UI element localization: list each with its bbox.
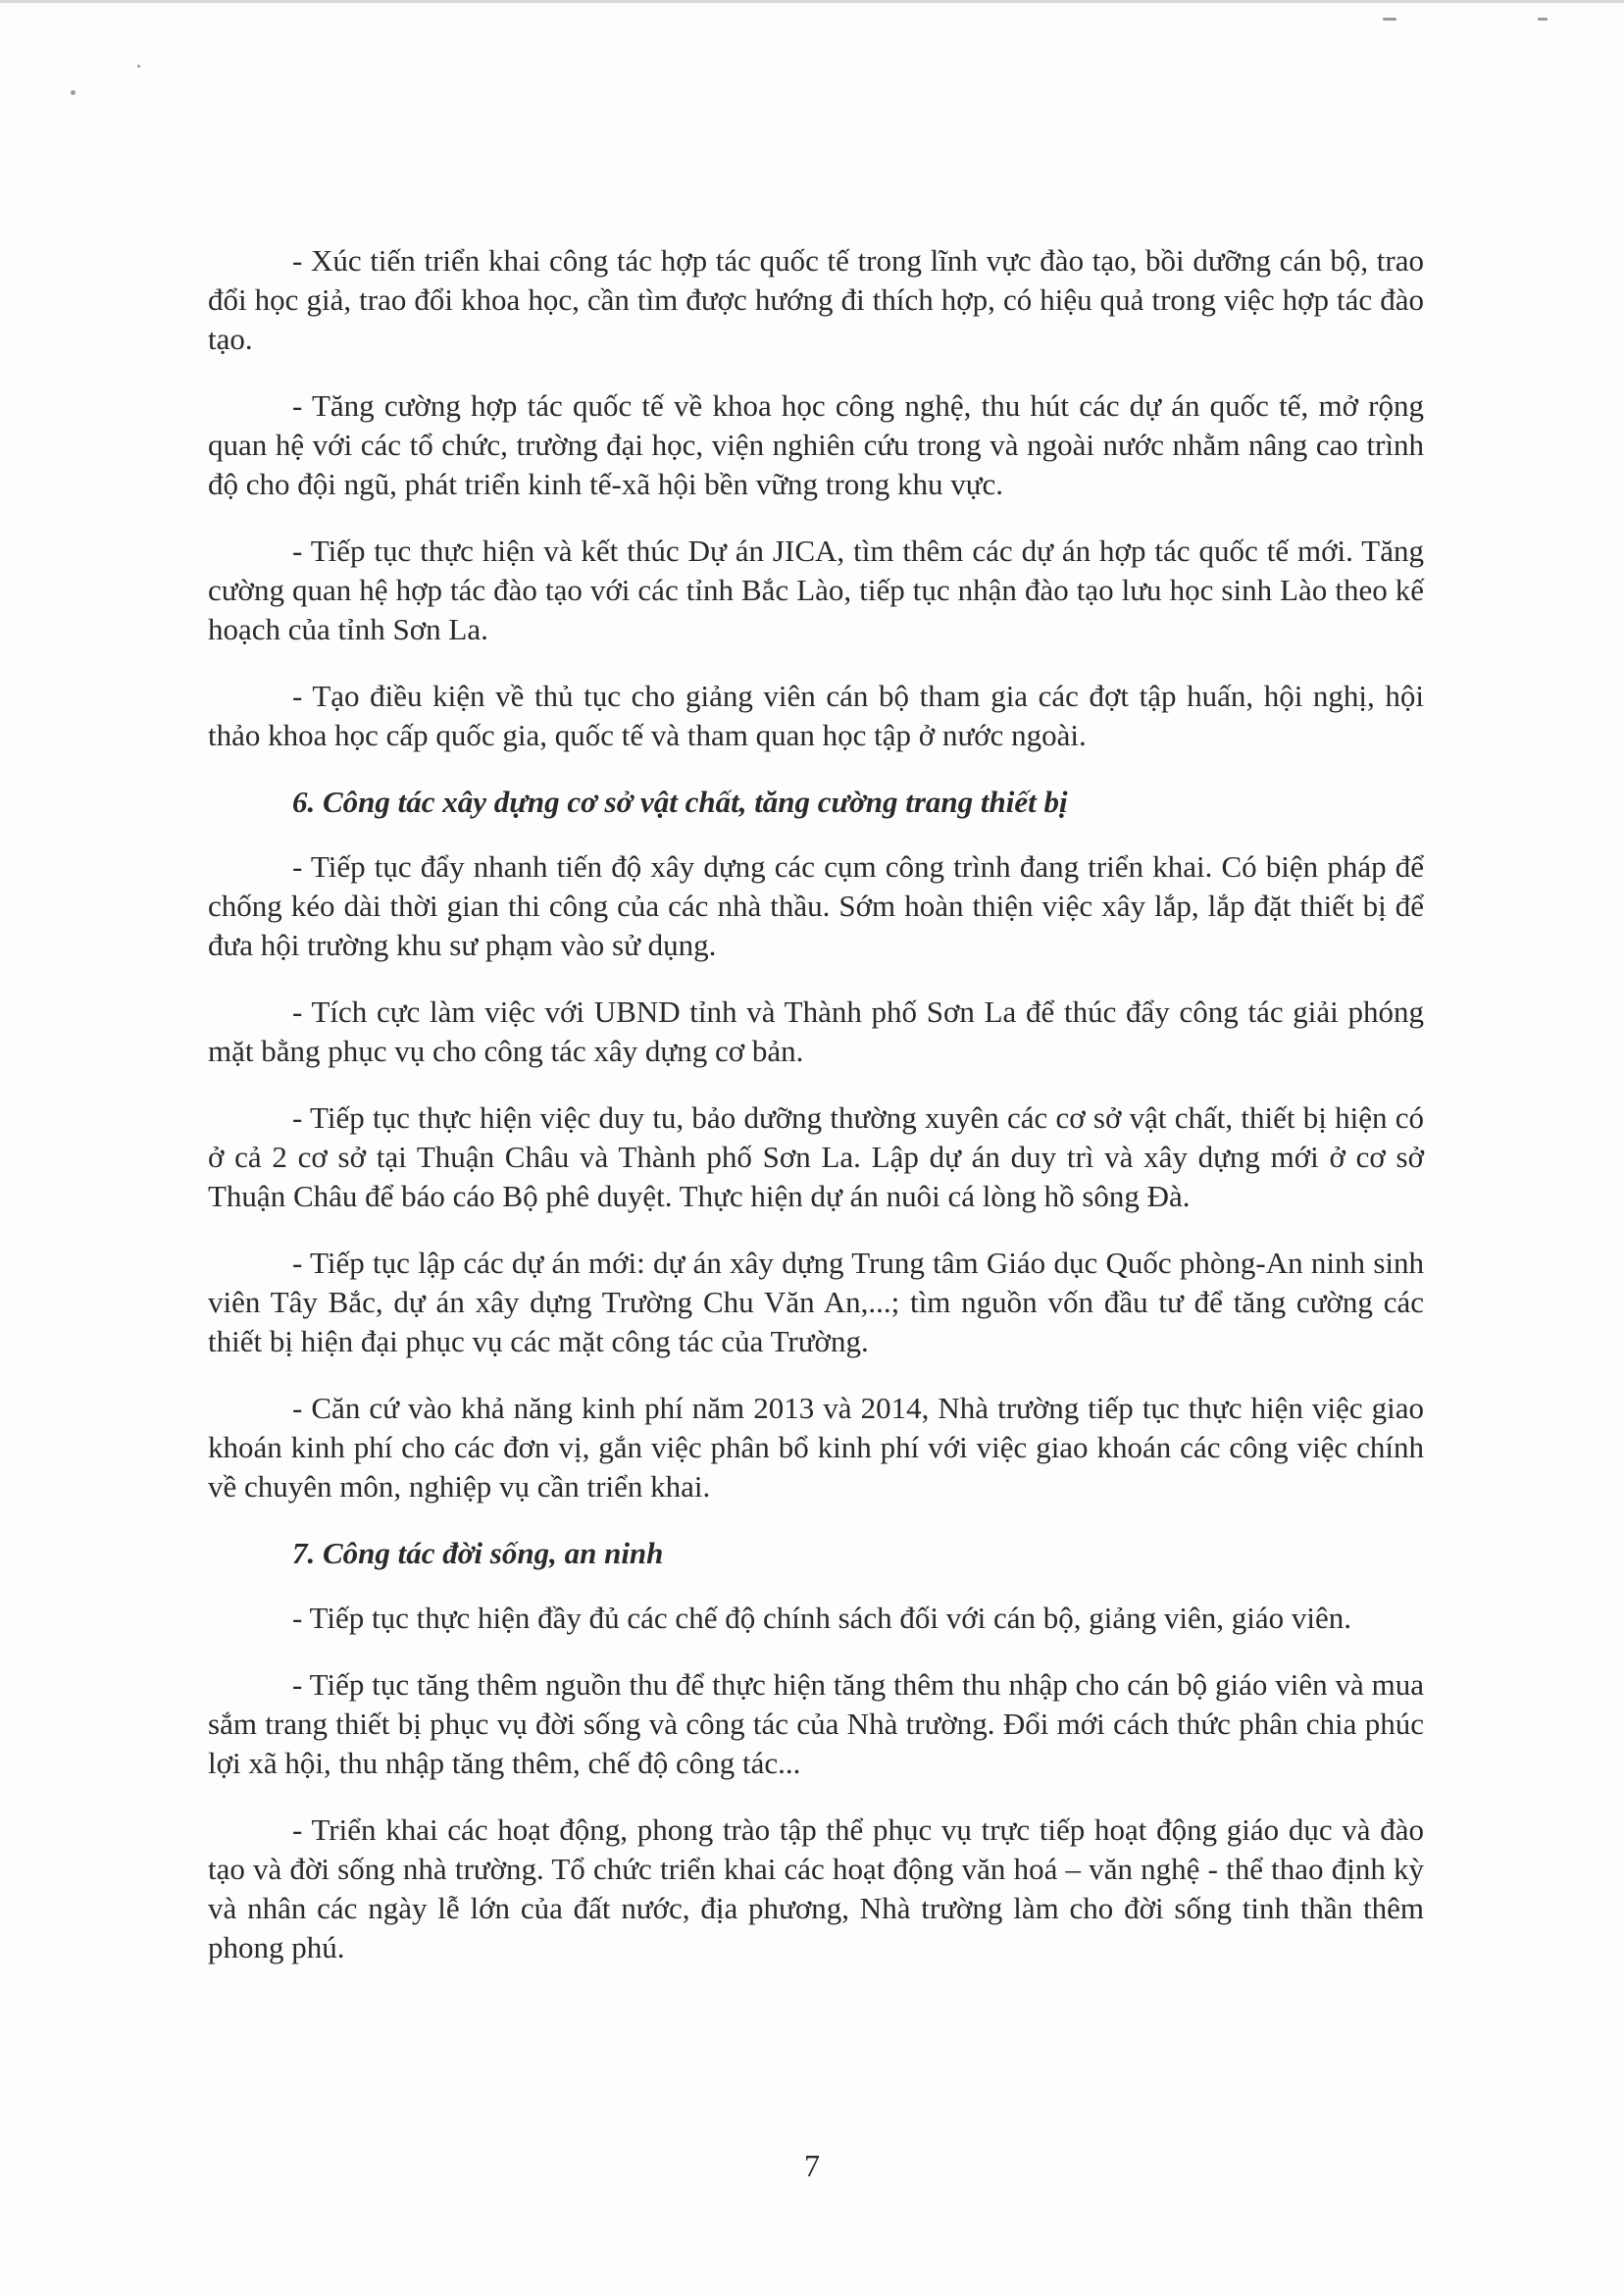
paragraph: - Tiếp tục đẩy nhanh tiến độ xây dựng các cụm công trình đang triển khai. Có biện pháp để chống kéo dài thời gian thi công của các nhà thầu. Sớm hoàn thiện việc xây lắp, lắp đặt thiết bị để đưa hội trường khu sư phạm vào sử dụng.: [208, 849, 1424, 962]
paragraph: - Tiếp tục tăng thêm nguồn thu để thực hiện tăng thêm thu nhập cho cán bộ giáo viên và mua sắm trang thiết bị phục vụ đời sống và công tác của Nhà trường. Đổi mới cách thức phân chia phúc lợi xã hội, thu nhập tăng thêm, chế độ công tác...: [208, 1667, 1424, 1780]
paragraph: - Tiếp tục thực hiện và kết thúc Dự án JICA, tìm thêm các dự án hợp tác quốc tế mới. Tăng cường quan hệ hợp tác đào tạo với các tỉnh Bắc Lào, tiếp tục nhận đào tạo lưu học sinh Lào theo kế hoạch của tỉnh Sơn La.: [208, 534, 1424, 646]
document-body: [208, 235, 1424, 1995]
page-number: 7: [804, 2148, 820, 2183]
paragraph: - Tăng cường hợp tác quốc tế về khoa học công nghệ, thu hút các dự án quốc tế, mở rộng quan hệ với các tổ chức, trường đại học, viện nghiên cứu trong và ngoài nước nhằm nâng cao trình độ cho đội ngũ, phát triển kinh tế-xã hội bền vững trong khu vực.: [208, 388, 1424, 501]
paragraph: - Tiếp tục thực hiện đầy đủ các chế độ chính sách đối với cán bộ, giảng viên, giáo viên.: [292, 1601, 1352, 1635]
section-heading-6: 6. Công tác xây dựng cơ sở vật chất, tăng cường trang thiết bị: [292, 785, 1068, 819]
scan-speck: [137, 65, 140, 68]
scan-speck: [71, 90, 76, 95]
scan-speck: [1538, 18, 1548, 21]
paragraph: - Tạo điều kiện về thủ tục cho giảng viên cán bộ tham gia các đợt tập huấn, hội nghị, hội thảo khoa học cấp quốc gia, quốc tế và tham quan học tập ở nước ngoài.: [208, 679, 1424, 752]
scan-edge: [0, 0, 1624, 3]
paragraph: - Tiếp tục thực hiện việc duy tu, bảo dưỡng thường xuyên các cơ sở vật chất, thiết bị hiện có ở cả 2 cơ sở tại Thuận Châu và Thành phố Sơn La. Lập dự án duy trì và xây dựng mới ở cơ sở Thuận Châu để báo cáo Bộ phê duyệt. Thực hiện dự án nuôi cá lòng hồ sông Đà.: [208, 1100, 1424, 1213]
paragraph: - Tiếp tục lập các dự án mới: dự án xây dựng Trung tâm Giáo dục Quốc phòng-An ninh sinh viên Tây Bắc, dự án xây dựng Trường Chu Văn An,...; tìm nguồn vốn đầu tư để tăng cường các thiết bị hiện đại phục vụ các mặt công tác của Trường.: [208, 1246, 1424, 1358]
paragraph: - Tích cực làm việc với UBND tỉnh và Thành phố Sơn La để thúc đẩy công tác giải phóng mặt bằng phục vụ cho công tác xây dựng cơ bản.: [208, 994, 1424, 1068]
paragraph: - Xúc tiến triển khai công tác hợp tác quốc tế trong lĩnh vực đào tạo, bồi dưỡng cán bộ, trao đổi học giả, trao đổi khoa học, cần tìm được hướng đi thích hợp, có hiệu quả trong việc hợp tác đào tạo.: [208, 243, 1424, 356]
scan-speck: [1383, 18, 1396, 21]
paragraph: - Căn cứ vào khả năng kinh phí năm 2013 và 2014, Nhà trường tiếp tục thực hiện việc giao khoán kinh phí cho các đơn vị, gắn việc phân bổ kinh phí với việc giao khoán các công việc chính về chuyên môn, nghiệp vụ cần triển khai.: [208, 1391, 1424, 1504]
section-heading-7: 7. Công tác đời sống, an ninh: [292, 1536, 664, 1570]
paragraph: - Triển khai các hoạt động, phong trào tập thể phục vụ trực tiếp hoạt động giáo dục và đào tạo và đời sống nhà trường. Tổ chức triển khai các hoạt động văn hoá – văn nghệ - thể thao định kỳ và nhân các ngày lễ lớn của đất nước, địa phương, Nhà trường làm cho đời sống tinh thần thêm phong phú.: [208, 1812, 1424, 1964]
